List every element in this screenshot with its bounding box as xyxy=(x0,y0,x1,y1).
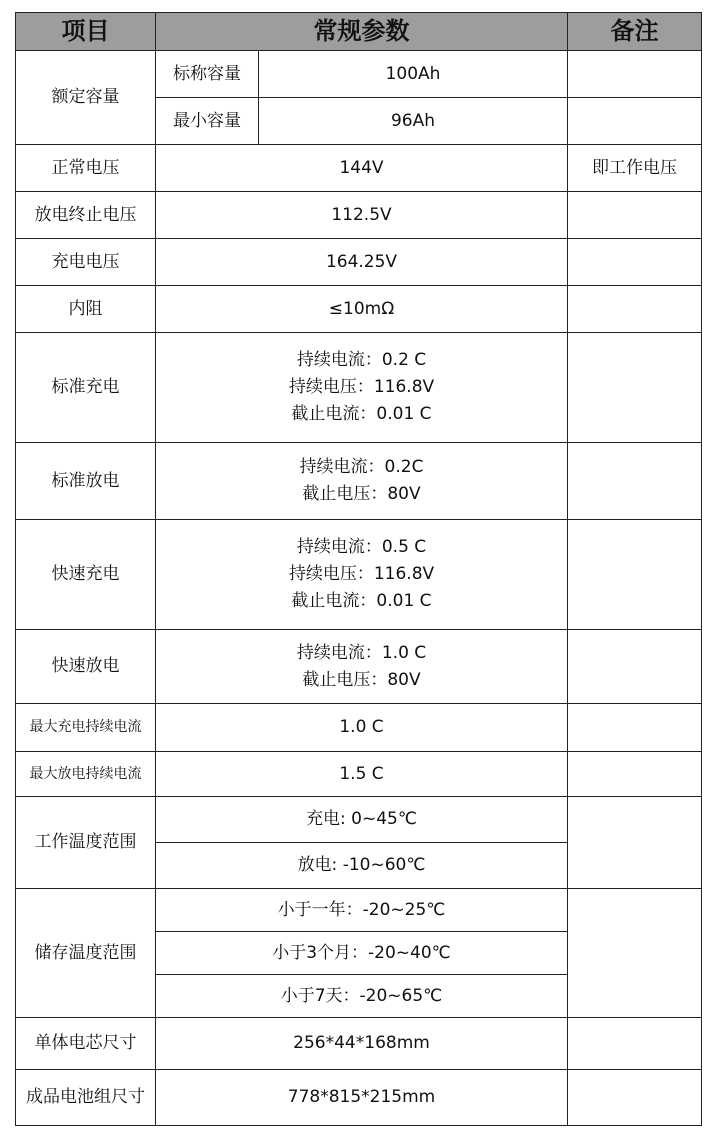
standard-charge-value xyxy=(156,333,568,443)
max-charge-current-value: 1.0 C xyxy=(156,704,568,752)
header-notes: 备注 xyxy=(568,13,702,51)
note-cell xyxy=(568,98,702,145)
standard-charge-cutoff: 截止电流：0.01 C xyxy=(291,404,432,424)
table-row xyxy=(16,630,702,704)
discharge-cutoff-voltage-label: 放电终止电压 xyxy=(16,192,156,239)
table-row xyxy=(16,752,702,797)
standard-discharge-cutoff: 截止电压：80V xyxy=(302,484,421,504)
standard-charge-current: 持续电流：0.2 C xyxy=(296,350,427,370)
table-row xyxy=(16,1070,702,1126)
note-cell xyxy=(568,1070,702,1126)
nominal-capacity-label: 标称容量 xyxy=(156,51,259,98)
note-cell xyxy=(568,797,702,889)
table-row xyxy=(16,192,702,239)
operating-temp-discharge: 放电: -10~60℃ xyxy=(156,843,568,889)
charge-voltage-label: 充电电压 xyxy=(16,239,156,286)
standard-discharge-value xyxy=(156,443,568,520)
table-row xyxy=(16,51,702,98)
fast-charge-voltage: 持续电压：116.8V xyxy=(288,564,435,584)
table-row xyxy=(16,145,702,192)
pack-size-label: 成品电池组尺寸 xyxy=(16,1070,156,1126)
fast-discharge-value xyxy=(156,630,568,704)
internal-resistance-label: 内阻 xyxy=(16,286,156,333)
fast-charge-value xyxy=(156,520,568,630)
note-cell xyxy=(568,630,702,704)
header-item: 项目 xyxy=(16,13,156,51)
operating-temp-label: 工作温度范围 xyxy=(16,797,156,889)
table-row xyxy=(16,333,702,443)
fast-charge-current: 持续电流：0.5 C xyxy=(296,537,427,557)
fast-discharge-cutoff: 截止电压：80V xyxy=(302,669,421,690)
standard-discharge-label: 标准放电 xyxy=(16,443,156,520)
max-discharge-current-label: 最大放电持续电流 xyxy=(16,752,156,797)
pack-size-value: 778*815*215mm xyxy=(156,1070,568,1126)
note-cell xyxy=(568,286,702,333)
note-cell xyxy=(568,239,702,286)
fast-discharge-current: 持续电流：1.0 C xyxy=(296,642,427,663)
header-row xyxy=(16,13,702,51)
note-cell xyxy=(568,752,702,797)
cell-size-value: 256*44*168mm xyxy=(156,1018,568,1070)
note-cell xyxy=(568,889,702,1018)
min-capacity-value: 96Ah xyxy=(259,98,568,145)
note-cell xyxy=(568,1018,702,1070)
table-row xyxy=(16,1018,702,1070)
standard-discharge-current: 持续电流：0.2C xyxy=(299,457,424,477)
table-row xyxy=(16,239,702,286)
normal-voltage-note: 即工作电压 xyxy=(568,145,702,192)
internal-resistance-value: ≤10mΩ xyxy=(156,286,568,333)
fast-charge-cutoff: 截止电流：0.01 C xyxy=(291,591,432,611)
rated-capacity-label: 额定容量 xyxy=(16,51,156,145)
table-row xyxy=(16,286,702,333)
table-row xyxy=(16,797,702,843)
storage-temp-label: 储存温度范围 xyxy=(16,889,156,1018)
spec-table xyxy=(15,12,702,1126)
standard-charge-label: 标准充电 xyxy=(16,333,156,443)
max-charge-current-label: 最大充电持续电流 xyxy=(16,704,156,752)
normal-voltage-label: 正常电压 xyxy=(16,145,156,192)
operating-temp-charge: 充电: 0~45℃ xyxy=(156,797,568,843)
note-cell xyxy=(568,333,702,443)
note-cell xyxy=(568,443,702,520)
table-row xyxy=(16,520,702,630)
storage-temp-three-months: 小于3个月：-20~40℃ xyxy=(156,932,568,975)
normal-voltage-value: 144V xyxy=(156,145,568,192)
note-cell xyxy=(568,520,702,630)
note-cell xyxy=(568,704,702,752)
charge-voltage-value: 164.25V xyxy=(156,239,568,286)
table-row xyxy=(16,889,702,932)
nominal-capacity-value: 100Ah xyxy=(259,51,568,98)
header-params: 常规参数 xyxy=(156,13,568,51)
cell-size-label: 单体电芯尺寸 xyxy=(16,1018,156,1070)
min-capacity-label: 最小容量 xyxy=(156,98,259,145)
storage-temp-one-year: 小于一年：-20~25℃ xyxy=(156,889,568,932)
storage-temp-seven-days: 小于7天：-20~65℃ xyxy=(156,975,568,1018)
note-cell xyxy=(568,51,702,98)
fast-charge-label: 快速充电 xyxy=(16,520,156,630)
note-cell xyxy=(568,192,702,239)
fast-discharge-label: 快速放电 xyxy=(16,630,156,704)
discharge-cutoff-voltage-value: 112.5V xyxy=(156,192,568,239)
table-row xyxy=(16,443,702,520)
table-row xyxy=(16,704,702,752)
max-discharge-current-value: 1.5 C xyxy=(156,752,568,797)
standard-charge-voltage: 持续电压：116.8V xyxy=(288,377,435,397)
